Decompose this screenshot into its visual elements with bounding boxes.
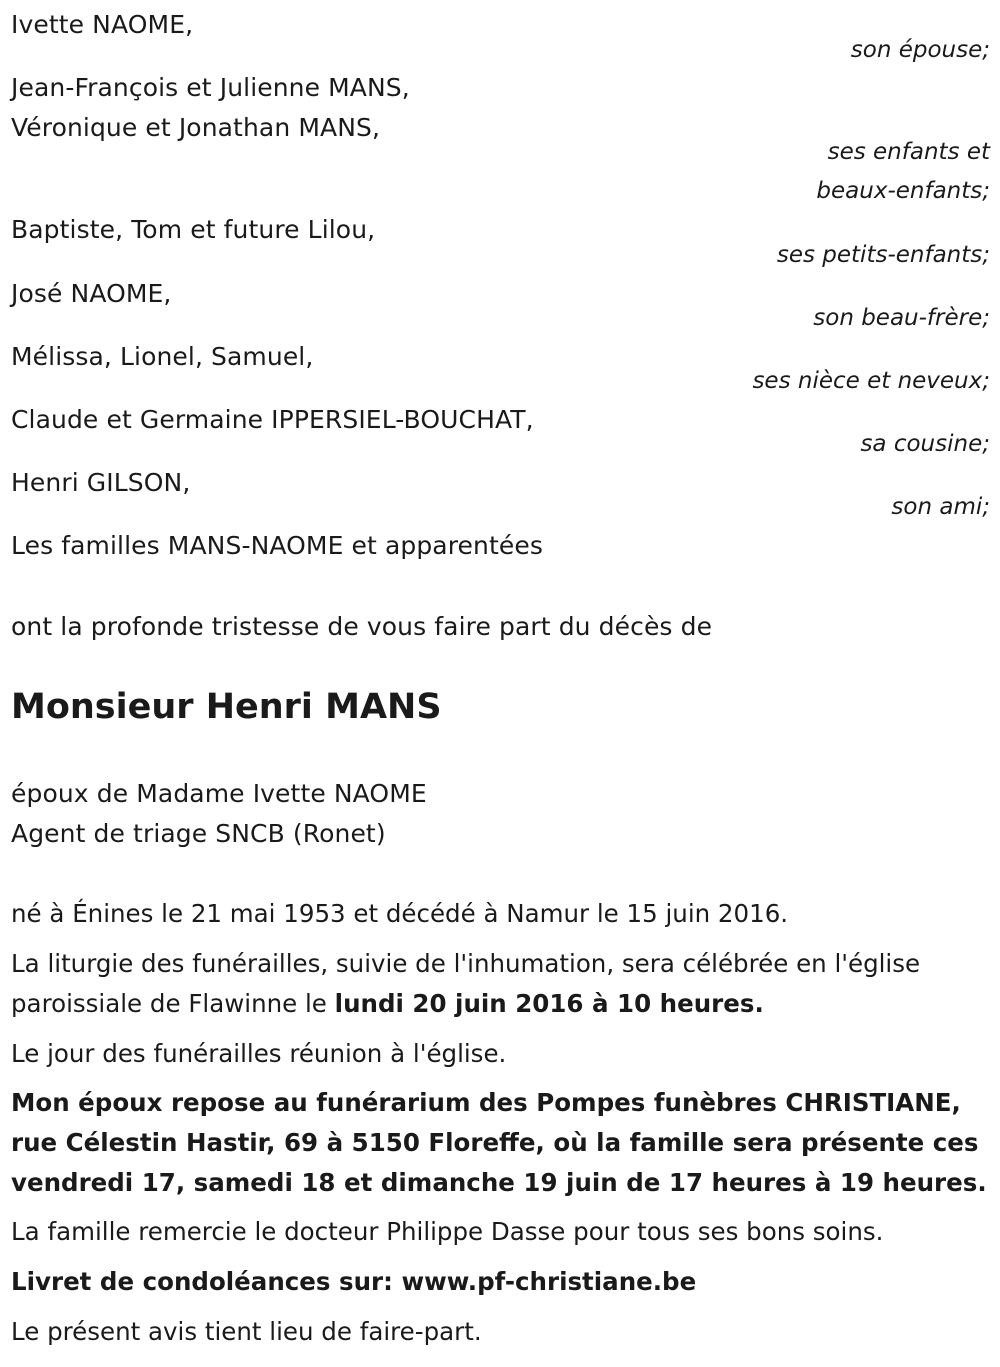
- family-line-children-1: Jean-François et Julienne MANS,: [11, 73, 410, 102]
- funerarium-line-1: Mon époux repose au funérarium des Pompes funèbres CHRISTIANE,: [11, 1088, 961, 1117]
- liturgy-location: paroissiale de Flawinne le: [11, 989, 335, 1018]
- funerarium-line-2: rue Célestin Hastir, 69 à 5150 Floreffe, où la famille sera présente ces: [11, 1128, 979, 1157]
- relation-spouse: son épouse;: [850, 37, 990, 63]
- funerarium-line-3: vendredi 17, samedi 18 et dimanche 19 juin de 17 heures à 19 heures.: [11, 1168, 987, 1197]
- relation-grandchildren: ses petits-enfants;: [776, 242, 990, 268]
- relation-brother-in-law: son beau-frère;: [813, 305, 990, 331]
- relation-children-in-law: beaux-enfants;: [816, 178, 990, 204]
- relation-children: ses enfants et: [827, 139, 990, 165]
- family-line-cousin: Claude et Germaine IPPERSIEL-BOUCHAT,: [11, 405, 534, 434]
- family-line-brother-in-law: José NAOME,: [11, 279, 172, 308]
- funerarium-paragraph: [11, 1083, 986, 1203]
- relation-cousin: sa cousine;: [860, 431, 990, 457]
- relation-niece-nephews: ses nièce et neveux;: [752, 368, 990, 394]
- family-line-children-2: Véronique et Jonathan MANS,: [11, 113, 381, 142]
- notice-line: Le présent avis tient lieu de faire-part.: [11, 1317, 482, 1346]
- liturgy-paragraph: [11, 944, 986, 1024]
- family-line-families: Les familles MANS-NAOME et apparentées: [11, 531, 543, 560]
- liturgy-line-2: [11, 984, 986, 1024]
- liturgy-line-1: La liturgie des funérailles, suivie de l'inhumation, sera célébrée en l'église: [11, 949, 921, 978]
- family-line-niece-nephews: Mélissa, Lionel, Samuel,: [11, 342, 314, 371]
- announcement-text: ont la profonde tristesse de vous faire part du décès de: [11, 612, 713, 641]
- thanks-line: La famille remercie le docteur Philippe Dasse pour tous ses bons soins.: [11, 1217, 884, 1246]
- liturgy-datetime: lundi 20 juin 2016 à 10 heures.: [334, 989, 764, 1018]
- reunion-line: Le jour des funérailles réunion à l'église.: [11, 1039, 507, 1068]
- deceased-name: Monsieur Henri MANS: [11, 687, 442, 727]
- occupation-line: Agent de triage SNCB (Ronet): [11, 819, 386, 848]
- condolences-line: Livret de condoléances sur: www.pf-christiane.be: [11, 1267, 697, 1296]
- family-line-spouse: Ivette NAOME,: [11, 10, 194, 39]
- family-line-grandchildren: Baptiste, Tom et future Lilou,: [11, 215, 376, 244]
- relation-friend: son ami;: [891, 494, 990, 520]
- spouse-line: époux de Madame Ivette NAOME: [11, 779, 427, 808]
- family-line-friend: Henri GILSON,: [11, 468, 191, 497]
- birth-death-line: né à Énines le 21 mai 1953 et décédé à Namur le 15 juin 2016.: [11, 899, 789, 928]
